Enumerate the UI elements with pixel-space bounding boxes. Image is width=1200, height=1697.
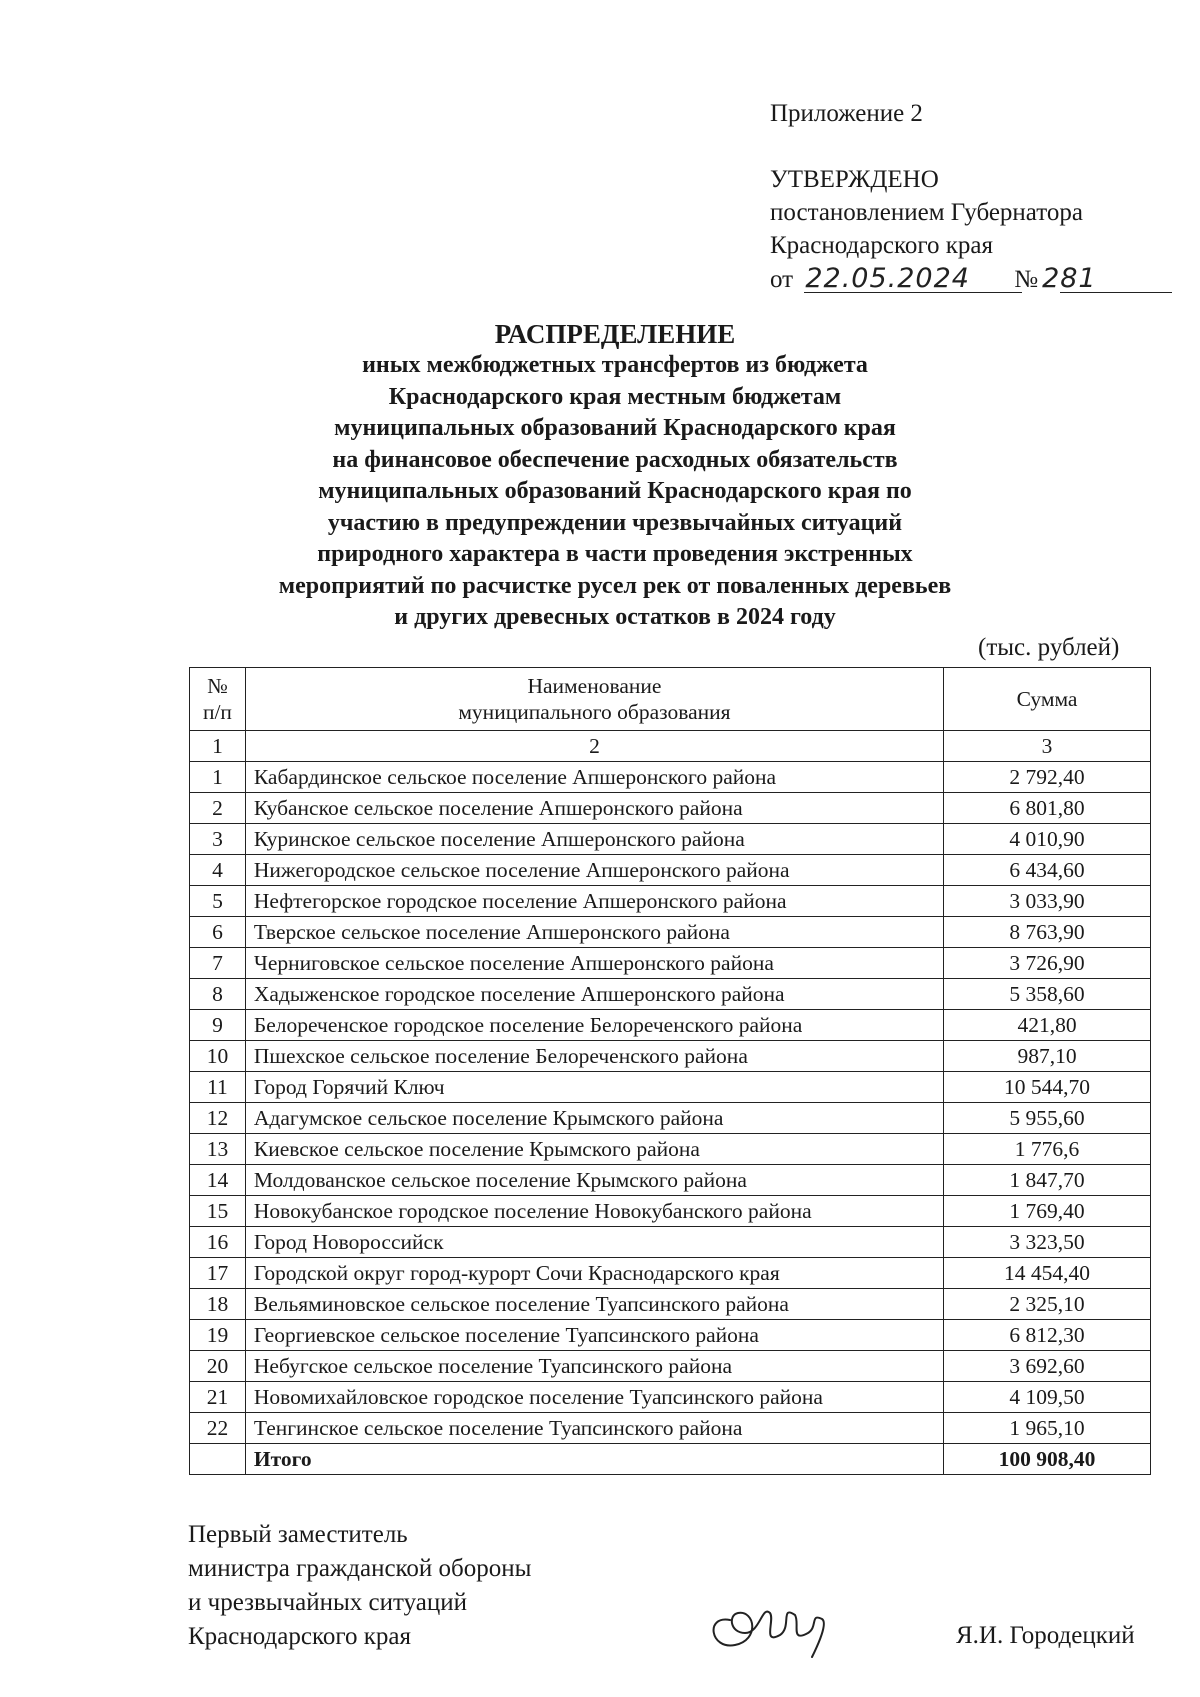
row-name: Небугское сельское поселение Туапсинского района xyxy=(245,1351,943,1382)
signatory-name: Я.И. Городецкий xyxy=(956,1622,1135,1649)
row-name: Черниговское сельское поселение Апшеронского района xyxy=(245,948,943,979)
row-number: 9 xyxy=(190,1010,246,1041)
header-num xyxy=(190,668,246,731)
approved-by-line: постановлением Губернатора xyxy=(770,199,1083,226)
title-line: на финансовое обеспечение расходных обязательств xyxy=(332,446,898,473)
row-number: 2 xyxy=(190,793,246,824)
title-line: муниципальных образований Краснодарского края по xyxy=(318,478,912,504)
table-header-row xyxy=(190,668,1151,731)
title-line: Краснодарского края местным бюджетам xyxy=(388,383,842,410)
table-row xyxy=(190,1010,1151,1041)
table-row xyxy=(190,917,1151,948)
title-line: иных межбюджетных трансфертов из бюджета xyxy=(362,352,868,378)
row-number: 6 xyxy=(190,917,246,948)
row-name: Тенгинское сельское поселение Туапсинского района xyxy=(245,1413,943,1444)
table-row xyxy=(190,1227,1151,1258)
table-row xyxy=(190,793,1151,824)
position-line: и чрезвычайных ситуаций xyxy=(188,1589,468,1616)
distribution-table xyxy=(189,667,1151,1475)
row-sum: 1 769,40 xyxy=(944,1196,1151,1227)
row-number: 21 xyxy=(190,1382,246,1413)
total-label: Итого xyxy=(245,1444,943,1475)
row-sum: 6 801,80 xyxy=(944,793,1151,824)
row-number: 12 xyxy=(190,1103,246,1134)
row-number: 5 xyxy=(190,886,246,917)
row-name: Хадыженское городское поселение Апшеронского района xyxy=(245,979,943,1010)
row-name: Белореченское городское поселение Белореченского района xyxy=(245,1010,943,1041)
table-row xyxy=(190,1103,1151,1134)
row-sum: 10 544,70 xyxy=(944,1072,1151,1103)
row-sum: 5 358,60 xyxy=(944,979,1151,1010)
position-line: Краснодарского края xyxy=(188,1623,411,1650)
row-name: Кубанское сельское поселение Апшеронского района xyxy=(245,793,943,824)
table-row xyxy=(190,762,1151,793)
row-number: 1 xyxy=(190,762,246,793)
decree-number: 281 xyxy=(1042,263,1097,294)
number-underline xyxy=(1060,292,1172,293)
row-name: Пшехское сельское поселение Белореченского района xyxy=(245,1041,943,1072)
approved-heading: УТВЕРЖДЕНО xyxy=(770,166,939,193)
row-sum: 987,10 xyxy=(944,1041,1151,1072)
title-line: участию в предупреждении чрезвычайных ситуаций xyxy=(327,509,903,536)
row-sum: 421,80 xyxy=(944,1010,1151,1041)
date-underline xyxy=(804,292,1022,293)
row-name: Кабардинское сельское поселение Апшеронского района xyxy=(245,762,943,793)
table-row xyxy=(190,1196,1151,1227)
row-sum: 3 033,90 xyxy=(944,886,1151,917)
row-number: 7 xyxy=(190,948,246,979)
table-row xyxy=(190,855,1151,886)
header-name-line2: муниципального образования xyxy=(458,700,731,724)
header-name-line1: Наименование xyxy=(527,674,662,698)
row-name: Адагумское сельское поселение Крымского района xyxy=(245,1103,943,1134)
number-prefix: № xyxy=(1014,266,1039,293)
document-title xyxy=(220,318,1010,634)
row-name: Молдованское сельское поселение Крымского района xyxy=(245,1165,943,1196)
approved-region-line: Краснодарского края xyxy=(770,232,993,259)
appendix-label: Приложение 2 xyxy=(770,100,923,127)
row-number: 18 xyxy=(190,1289,246,1320)
row-sum: 2 325,10 xyxy=(944,1289,1151,1320)
approval-block xyxy=(770,163,1097,296)
row-number: 11 xyxy=(190,1072,246,1103)
row-number: 10 xyxy=(190,1041,246,1072)
table-row xyxy=(190,1134,1151,1165)
title-main: РАСПРЕДЕЛЕНИЕ xyxy=(494,319,736,349)
row-name: Городской округ город-курорт Сочи Краснодарского края xyxy=(245,1258,943,1289)
row-number: 14 xyxy=(190,1165,246,1196)
position-line: Первый заместитель xyxy=(188,1521,408,1548)
row-sum: 3 323,50 xyxy=(944,1227,1151,1258)
row-name: Куринское сельское поселение Апшеронского района xyxy=(245,824,943,855)
row-number: 17 xyxy=(190,1258,246,1289)
row-name: Город Горячий Ключ xyxy=(245,1072,943,1103)
row-name: Новомихайловское городское поселение Туапсинского района xyxy=(245,1382,943,1413)
table-row xyxy=(190,1072,1151,1103)
row-sum: 1 776,6 xyxy=(944,1134,1151,1165)
row-number: 20 xyxy=(190,1351,246,1382)
decree-date-line xyxy=(770,262,1097,296)
row-name: Киевское сельское поселение Крымского района xyxy=(245,1134,943,1165)
row-name: Нижегородское сельское поселение Апшеронского района xyxy=(245,855,943,886)
table-row xyxy=(190,1289,1151,1320)
row-sum: 1 847,70 xyxy=(944,1165,1151,1196)
row-number: 19 xyxy=(190,1320,246,1351)
table-row xyxy=(190,1165,1151,1196)
row-sum: 8 763,90 xyxy=(944,917,1151,948)
row-number: 4 xyxy=(190,855,246,886)
row-name: Георгиевское сельское поселение Туапсинского района xyxy=(245,1320,943,1351)
row-number: 15 xyxy=(190,1196,246,1227)
title-line: природного характера в части проведения экстренных xyxy=(317,541,913,567)
signatory-position xyxy=(188,1518,531,1654)
row-number: 3 xyxy=(190,824,246,855)
row-sum: 2 792,40 xyxy=(944,762,1151,793)
row-sum: 3 726,90 xyxy=(944,948,1151,979)
row-sum: 4 109,50 xyxy=(944,1382,1151,1413)
row-name: Тверское сельское поселение Апшеронского района xyxy=(245,917,943,948)
row-sum: 3 692,60 xyxy=(944,1351,1151,1382)
handwritten-signature xyxy=(700,1575,850,1660)
title-line: мероприятий по расчистке русел рек от поваленных деревьев xyxy=(278,572,952,599)
row-sum: 4 010,90 xyxy=(944,824,1151,855)
title-line: и других древесных остатков в 2024 году xyxy=(394,604,836,630)
decree-date: 22.05.2024 xyxy=(805,263,970,294)
row-name: Город Новороссийск xyxy=(245,1227,943,1258)
title-line: муниципальных образований Краснодарского края xyxy=(334,415,896,441)
table-row xyxy=(190,1382,1151,1413)
column-index-row xyxy=(190,731,1151,762)
row-sum: 1 965,10 xyxy=(944,1413,1151,1444)
table-row xyxy=(190,824,1151,855)
total-row xyxy=(190,1444,1151,1475)
header-name xyxy=(245,668,943,731)
header-num-line2: п/п xyxy=(202,700,232,724)
position-line: министра гражданской обороны xyxy=(188,1555,532,1582)
total-num-empty xyxy=(190,1444,246,1475)
table-row xyxy=(190,1413,1151,1444)
row-number: 8 xyxy=(190,979,246,1010)
table-row xyxy=(190,1041,1151,1072)
total-sum: 100 908,40 xyxy=(944,1444,1151,1475)
table-row xyxy=(190,1258,1151,1289)
row-name: Новокубанское городское поселение Новокубанского района xyxy=(245,1196,943,1227)
table-row xyxy=(190,948,1151,979)
column-index: 2 xyxy=(245,731,943,762)
row-sum: 14 454,40 xyxy=(944,1258,1151,1289)
row-sum: 6 434,60 xyxy=(944,855,1151,886)
header-num-line1: № xyxy=(207,674,228,698)
units-label: (тыс. рублей) xyxy=(978,634,1120,661)
row-number: 13 xyxy=(190,1134,246,1165)
row-number: 16 xyxy=(190,1227,246,1258)
row-name: Вельяминовское сельское поселение Туапсинского района xyxy=(245,1289,943,1320)
table-row xyxy=(190,979,1151,1010)
header-sum: Сумма xyxy=(944,668,1151,731)
row-number: 22 xyxy=(190,1413,246,1444)
date-prefix: от xyxy=(770,266,794,293)
row-sum: 6 812,30 xyxy=(944,1320,1151,1351)
column-index: 3 xyxy=(944,731,1151,762)
table-row xyxy=(190,1351,1151,1382)
row-sum: 5 955,60 xyxy=(944,1103,1151,1134)
table-row xyxy=(190,886,1151,917)
column-index: 1 xyxy=(190,731,246,762)
table-row xyxy=(190,1320,1151,1351)
row-name: Нефтегорское городское поселение Апшеронского района xyxy=(245,886,943,917)
